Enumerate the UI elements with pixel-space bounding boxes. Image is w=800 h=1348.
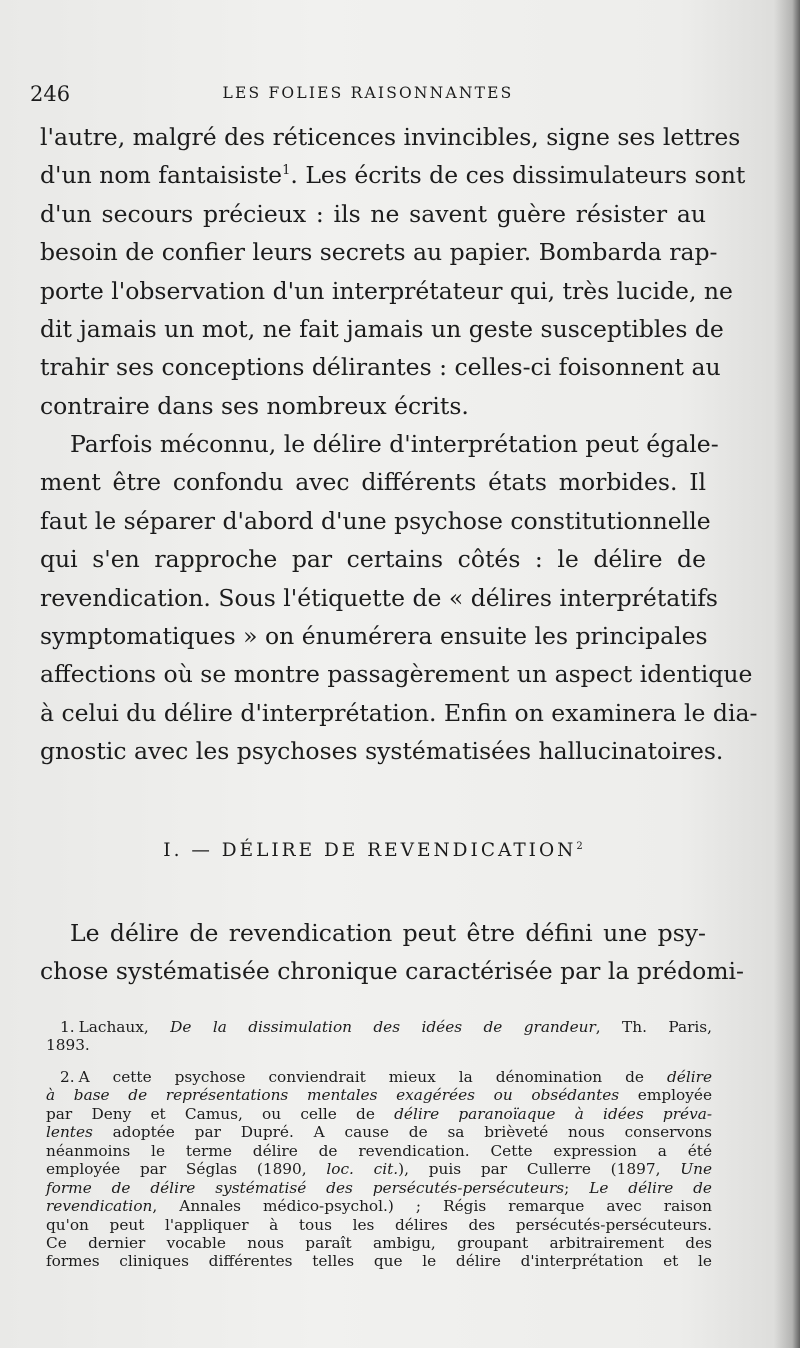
footnote-line: 1. Lachaux, De la dissimulation des idées de grandeur, Th. Paris, — [60, 1018, 712, 1036]
text-line: faut le séparer d'abord d'une psychose constitutionnelle — [40, 506, 711, 535]
text-line: Le délire de revendication peut être défini une psy- — [70, 919, 706, 947]
text-line: d'un nom fantaisiste$^1$. Les écrits de ces dissimulateurs sont — [40, 161, 746, 190]
footnote-line: qu'on peut l'appliquer à tous les délires des persécutés-persécuteurs. — [46, 1215, 712, 1234]
text-line: ment être confondu avec différents états morbides. Il — [40, 468, 706, 497]
footnote-line: par Deny et Camus, ou celle de délire paranoïaque à idées préva- — [46, 1104, 713, 1123]
footnote-ref-2: 2 — [576, 840, 583, 852]
text-line: gnostic avec les psychoses systématisées hallucinatoires. — [40, 737, 724, 766]
footnote-line: employée par Séglas (1890, loc. cit.), puis par Cullerre (1897, Une — [46, 1160, 712, 1179]
text-line: trahir ses conceptions délirantes : celles-ci foisonnent au — [40, 353, 721, 382]
text-line: qui s'en rapproche par certains côtés : le délire de — [40, 545, 706, 574]
page-edge-shadow — [774, 0, 800, 1348]
footnote-number: 1. — [60, 1018, 75, 1036]
text-line: porte l'observation d'un interprétateur qui, très lucide, ne — [40, 276, 733, 305]
text-line: d'un secours précieux : ils ne savent guère résister au — [40, 199, 706, 228]
paragraph-1 — [40, 118, 746, 425]
running-title: LES FOLIES RAISONNANTES — [222, 84, 514, 102]
text-line: contraire dans ses nombreux écrits. — [40, 391, 469, 420]
footnote-line: 2. A cette psychose conviendrait mieux la dénomination de délire — [60, 1068, 712, 1086]
footnote-line: formes cliniques différentes telles que le délire d'interprétation et le — [46, 1252, 712, 1271]
footnote-line: lentes adoptée par Dupré. A cause de sa brièveté nous conservons — [46, 1123, 712, 1142]
footnote-line: revendication, Annales médico-psychol.) ; Régis remarque avec raison — [46, 1197, 712, 1216]
paragraph-2 — [40, 425, 758, 771]
text-line: chose systématisée chronique caractérisée par la prédomi- — [40, 957, 745, 986]
footnote-ref-1: 1 — [282, 163, 291, 179]
footnote-line: néanmoins le terme délire de revendication. Cette expression a été — [46, 1141, 712, 1160]
text-line: revendication. Sous l'étiquette de « délires interprétatifs — [40, 583, 718, 612]
text-line: dit jamais un mot, ne fait jamais un geste susceptibles de — [40, 314, 724, 343]
page-header — [30, 80, 706, 110]
footnote-line: 1893. — [46, 1036, 90, 1055]
footnote-line: forme de délire systématisé des persécutés-persécuteurs; Le délire de — [46, 1178, 712, 1197]
text-line: besoin de confier leurs secrets au papier. Bombarda rap- — [40, 238, 718, 267]
footnote-number: 2. — [60, 1068, 75, 1086]
footnote-line: Ce dernier vocable nous paraît ambigu, groupant arbitrairement des — [46, 1233, 712, 1252]
footnote-1 — [46, 1018, 712, 1055]
section-heading: I. — DÉLIRE DE REVENDICATION$^2$ — [163, 840, 583, 861]
footnote-line: à base de représentations mentales exagérées ou obsédantes employée — [46, 1086, 712, 1105]
text-line: affections où se montre passagèrement un aspect identique — [40, 660, 753, 689]
text-line: l'autre, malgré des réticences invincibles, signe ses lettres — [40, 123, 741, 151]
text-line: symptomatiques » on énumérera ensuite les principales — [40, 621, 708, 650]
text-line: Parfois méconnu, le délire d'interprétation peut égale- — [70, 430, 719, 458]
page-number: 246 — [30, 82, 71, 106]
text-line: à celui du délire d'interprétation. Enfin on examinera le dia- — [40, 698, 758, 727]
footnote-2 — [46, 1068, 712, 1271]
paragraph-3 — [40, 914, 745, 991]
